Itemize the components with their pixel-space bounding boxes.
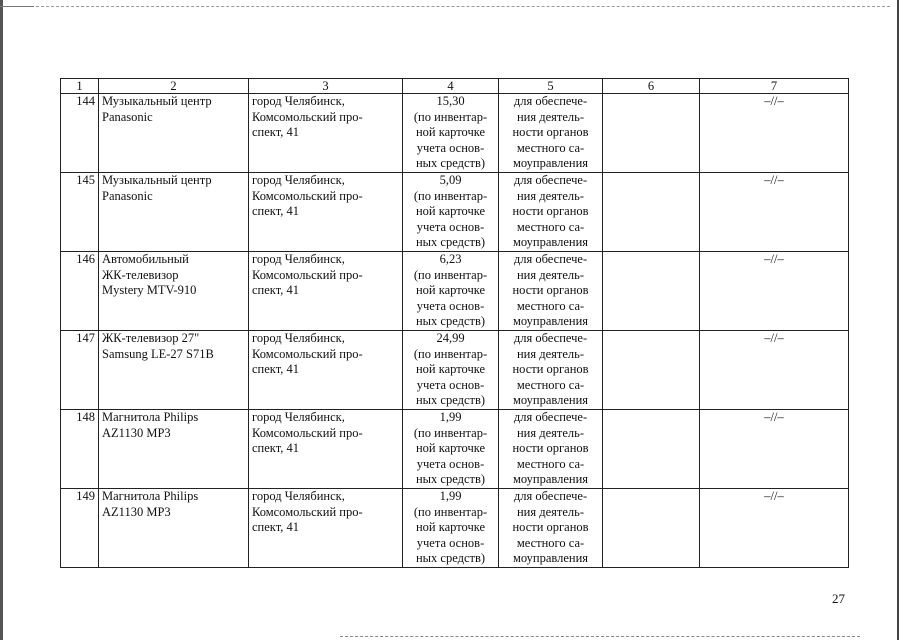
item-value-line: 1,99 xyxy=(439,489,462,503)
item-value-line: учета основ- xyxy=(416,140,485,155)
scan-bottom-dashed-line xyxy=(340,636,860,637)
item-name xyxy=(99,331,249,410)
item-purpose-line: моуправления xyxy=(512,551,589,565)
item-name-line: Samsung LE-27 S71B xyxy=(102,346,214,361)
item-address xyxy=(249,410,403,489)
item-address-line: Комсомольский про- xyxy=(252,425,363,440)
column-7-cell: –//– xyxy=(700,331,849,410)
item-purpose-line: местного са- xyxy=(516,298,585,313)
column-6-cell xyxy=(603,331,700,410)
item-value-line: 5,09 xyxy=(439,173,462,187)
item-purpose-line: моуправления xyxy=(512,393,589,407)
column-7-cell: –//– xyxy=(700,173,849,252)
item-value xyxy=(403,331,499,410)
item-value xyxy=(403,410,499,489)
row-number: 149 xyxy=(61,489,99,568)
table-row xyxy=(61,94,849,173)
item-name xyxy=(99,173,249,252)
item-name-line: ЖК-телевизор 27" xyxy=(102,331,200,345)
row-number: 147 xyxy=(61,331,99,410)
item-value-line: (по инвентар- xyxy=(413,109,488,124)
item-name-line: AZ1130 MP3 xyxy=(102,425,171,440)
table-row xyxy=(61,489,849,568)
item-name-line: Panasonic xyxy=(102,109,153,124)
item-purpose-line: для обеспече- xyxy=(513,331,588,345)
item-purpose-line: ния деятель- xyxy=(516,346,585,361)
item-purpose-line: ности органов xyxy=(512,204,589,218)
column-header: 5 xyxy=(499,79,603,94)
item-purpose-line: ности органов xyxy=(512,441,589,455)
item-address xyxy=(249,252,403,331)
table-row xyxy=(61,173,849,252)
item-address-line: город Челябинск, xyxy=(252,331,345,345)
column-header: 1 xyxy=(61,79,99,94)
item-value-line: ных средств) xyxy=(415,472,486,486)
column-6-cell xyxy=(603,489,700,568)
item-purpose-line: для обеспече- xyxy=(513,94,588,108)
item-purpose-line: местного са- xyxy=(516,377,585,392)
table-row xyxy=(61,252,849,331)
item-purpose-line: моуправления xyxy=(512,472,589,486)
item-purpose xyxy=(499,94,603,173)
item-purpose xyxy=(499,252,603,331)
scan-top-left-line xyxy=(0,6,34,7)
item-value-line: учета основ- xyxy=(416,298,485,313)
item-value-line: ных средств) xyxy=(415,393,486,407)
item-purpose xyxy=(499,410,603,489)
row-number: 148 xyxy=(61,410,99,489)
item-address-line: Комсомольский про- xyxy=(252,504,363,519)
item-purpose-line: местного са- xyxy=(516,219,585,234)
table-header-row xyxy=(61,79,849,94)
item-name-line: Mystery MTV-910 xyxy=(102,283,197,297)
item-purpose xyxy=(499,489,603,568)
column-header: 3 xyxy=(249,79,403,94)
item-value-line: (по инвентар- xyxy=(413,188,488,203)
item-purpose-line: ния деятель- xyxy=(516,109,585,124)
item-address-line: город Челябинск, xyxy=(252,173,345,187)
item-value-line: ной карточке xyxy=(415,204,486,218)
item-purpose-line: для обеспече- xyxy=(513,410,588,424)
item-purpose-line: ния деятель- xyxy=(516,188,585,203)
item-name-line: Автомобильный xyxy=(102,252,189,266)
item-value-line: ной карточке xyxy=(415,362,486,376)
column-6-cell xyxy=(603,94,700,173)
column-header: 6 xyxy=(603,79,700,94)
item-purpose-line: моуправления xyxy=(512,156,589,170)
item-purpose-line: моуправления xyxy=(512,235,589,249)
item-value xyxy=(403,489,499,568)
column-6-cell xyxy=(603,410,700,489)
column-header: 7 xyxy=(700,79,849,94)
table-row xyxy=(61,410,849,489)
item-purpose-line: ности органов xyxy=(512,520,589,534)
column-7-cell: –//– xyxy=(700,94,849,173)
item-address-line: спект, 41 xyxy=(252,362,299,376)
item-value-line: ных средств) xyxy=(415,235,486,249)
item-value-line: ной карточке xyxy=(415,520,486,534)
item-name xyxy=(99,252,249,331)
item-value-line: учета основ- xyxy=(416,377,485,392)
item-value-line: 1,99 xyxy=(439,410,462,424)
item-value-line: ных средств) xyxy=(415,551,486,565)
item-address-line: спект, 41 xyxy=(252,441,299,455)
item-value-line: ной карточке xyxy=(415,125,486,139)
column-7-cell: –//– xyxy=(700,410,849,489)
item-address-line: спект, 41 xyxy=(252,125,299,139)
item-value xyxy=(403,173,499,252)
property-table xyxy=(60,78,849,568)
item-value-line: 15,30 xyxy=(436,94,465,108)
item-address xyxy=(249,94,403,173)
item-value-line: (по инвентар- xyxy=(413,425,488,440)
item-name xyxy=(99,94,249,173)
item-purpose-line: местного са- xyxy=(516,535,585,550)
table-row xyxy=(61,331,849,410)
item-value-line: учета основ- xyxy=(416,456,485,471)
item-address-line: спект, 41 xyxy=(252,520,299,534)
column-header: 4 xyxy=(403,79,499,94)
scan-left-edge xyxy=(0,0,3,640)
column-6-cell xyxy=(603,173,700,252)
item-value-line: (по инвентар- xyxy=(413,346,488,361)
item-value-line: ных средств) xyxy=(415,156,486,170)
item-purpose-line: для обеспече- xyxy=(513,489,588,503)
item-value-line: ных средств) xyxy=(415,314,486,328)
item-name-line: Музыкальный центр xyxy=(102,173,212,187)
item-address-line: город Челябинск, xyxy=(252,410,345,424)
item-value xyxy=(403,252,499,331)
item-purpose-line: ности органов xyxy=(512,125,589,139)
item-name xyxy=(99,410,249,489)
item-address xyxy=(249,331,403,410)
item-name-line: Panasonic xyxy=(102,188,153,203)
item-value-line: учета основ- xyxy=(416,219,485,234)
scan-right-edge xyxy=(897,0,899,640)
column-7-cell: –//– xyxy=(700,489,849,568)
row-number: 146 xyxy=(61,252,99,331)
item-purpose xyxy=(499,173,603,252)
item-address xyxy=(249,173,403,252)
item-address-line: Комсомольский про- xyxy=(252,109,363,124)
item-address xyxy=(249,489,403,568)
column-7-cell: –//– xyxy=(700,252,849,331)
row-number: 144 xyxy=(61,94,99,173)
item-value xyxy=(403,94,499,173)
item-purpose-line: местного са- xyxy=(516,140,585,155)
item-address-line: Комсомольский про- xyxy=(252,346,363,361)
item-purpose-line: ности органов xyxy=(512,362,589,376)
item-purpose-line: для обеспече- xyxy=(513,252,588,266)
item-purpose xyxy=(499,331,603,410)
item-name-line: AZ1130 MP3 xyxy=(102,504,171,519)
item-purpose-line: ния деятель- xyxy=(516,504,585,519)
column-6-cell xyxy=(603,252,700,331)
item-name-line: ЖК-телевизор xyxy=(102,267,179,282)
item-purpose-line: местного са- xyxy=(516,456,585,471)
item-value-line: ной карточке xyxy=(415,441,486,455)
column-header: 2 xyxy=(99,79,249,94)
page-number: 27 xyxy=(832,591,845,606)
item-purpose-line: моуправления xyxy=(512,314,589,328)
item-address-line: город Челябинск, xyxy=(252,489,345,503)
item-address-line: город Челябинск, xyxy=(252,94,345,108)
item-address-line: город Челябинск, xyxy=(252,252,345,266)
item-name xyxy=(99,489,249,568)
item-value-line: учета основ- xyxy=(416,535,485,550)
item-value-line: (по инвентар- xyxy=(413,504,488,519)
scan-top-dashed-line xyxy=(36,6,890,7)
item-purpose-line: ния деятель- xyxy=(516,267,585,282)
row-number: 145 xyxy=(61,173,99,252)
item-value-line: (по инвентар- xyxy=(413,267,488,282)
item-purpose-line: ности органов xyxy=(512,283,589,297)
item-value-line: 6,23 xyxy=(439,252,462,266)
item-address-line: Комсомольский про- xyxy=(252,188,363,203)
item-name-line: Магнитола Philips xyxy=(102,489,199,503)
item-value-line: 24,99 xyxy=(436,331,465,345)
item-purpose-line: для обеспече- xyxy=(513,173,588,187)
item-name-line: Музыкальный центр xyxy=(102,94,212,108)
item-address-line: спект, 41 xyxy=(252,204,299,218)
item-purpose-line: ния деятель- xyxy=(516,425,585,440)
item-address-line: Комсомольский про- xyxy=(252,267,363,282)
item-name-line: Магнитола Philips xyxy=(102,410,199,424)
item-value-line: ной карточке xyxy=(415,283,486,297)
item-address-line: спект, 41 xyxy=(252,283,299,297)
